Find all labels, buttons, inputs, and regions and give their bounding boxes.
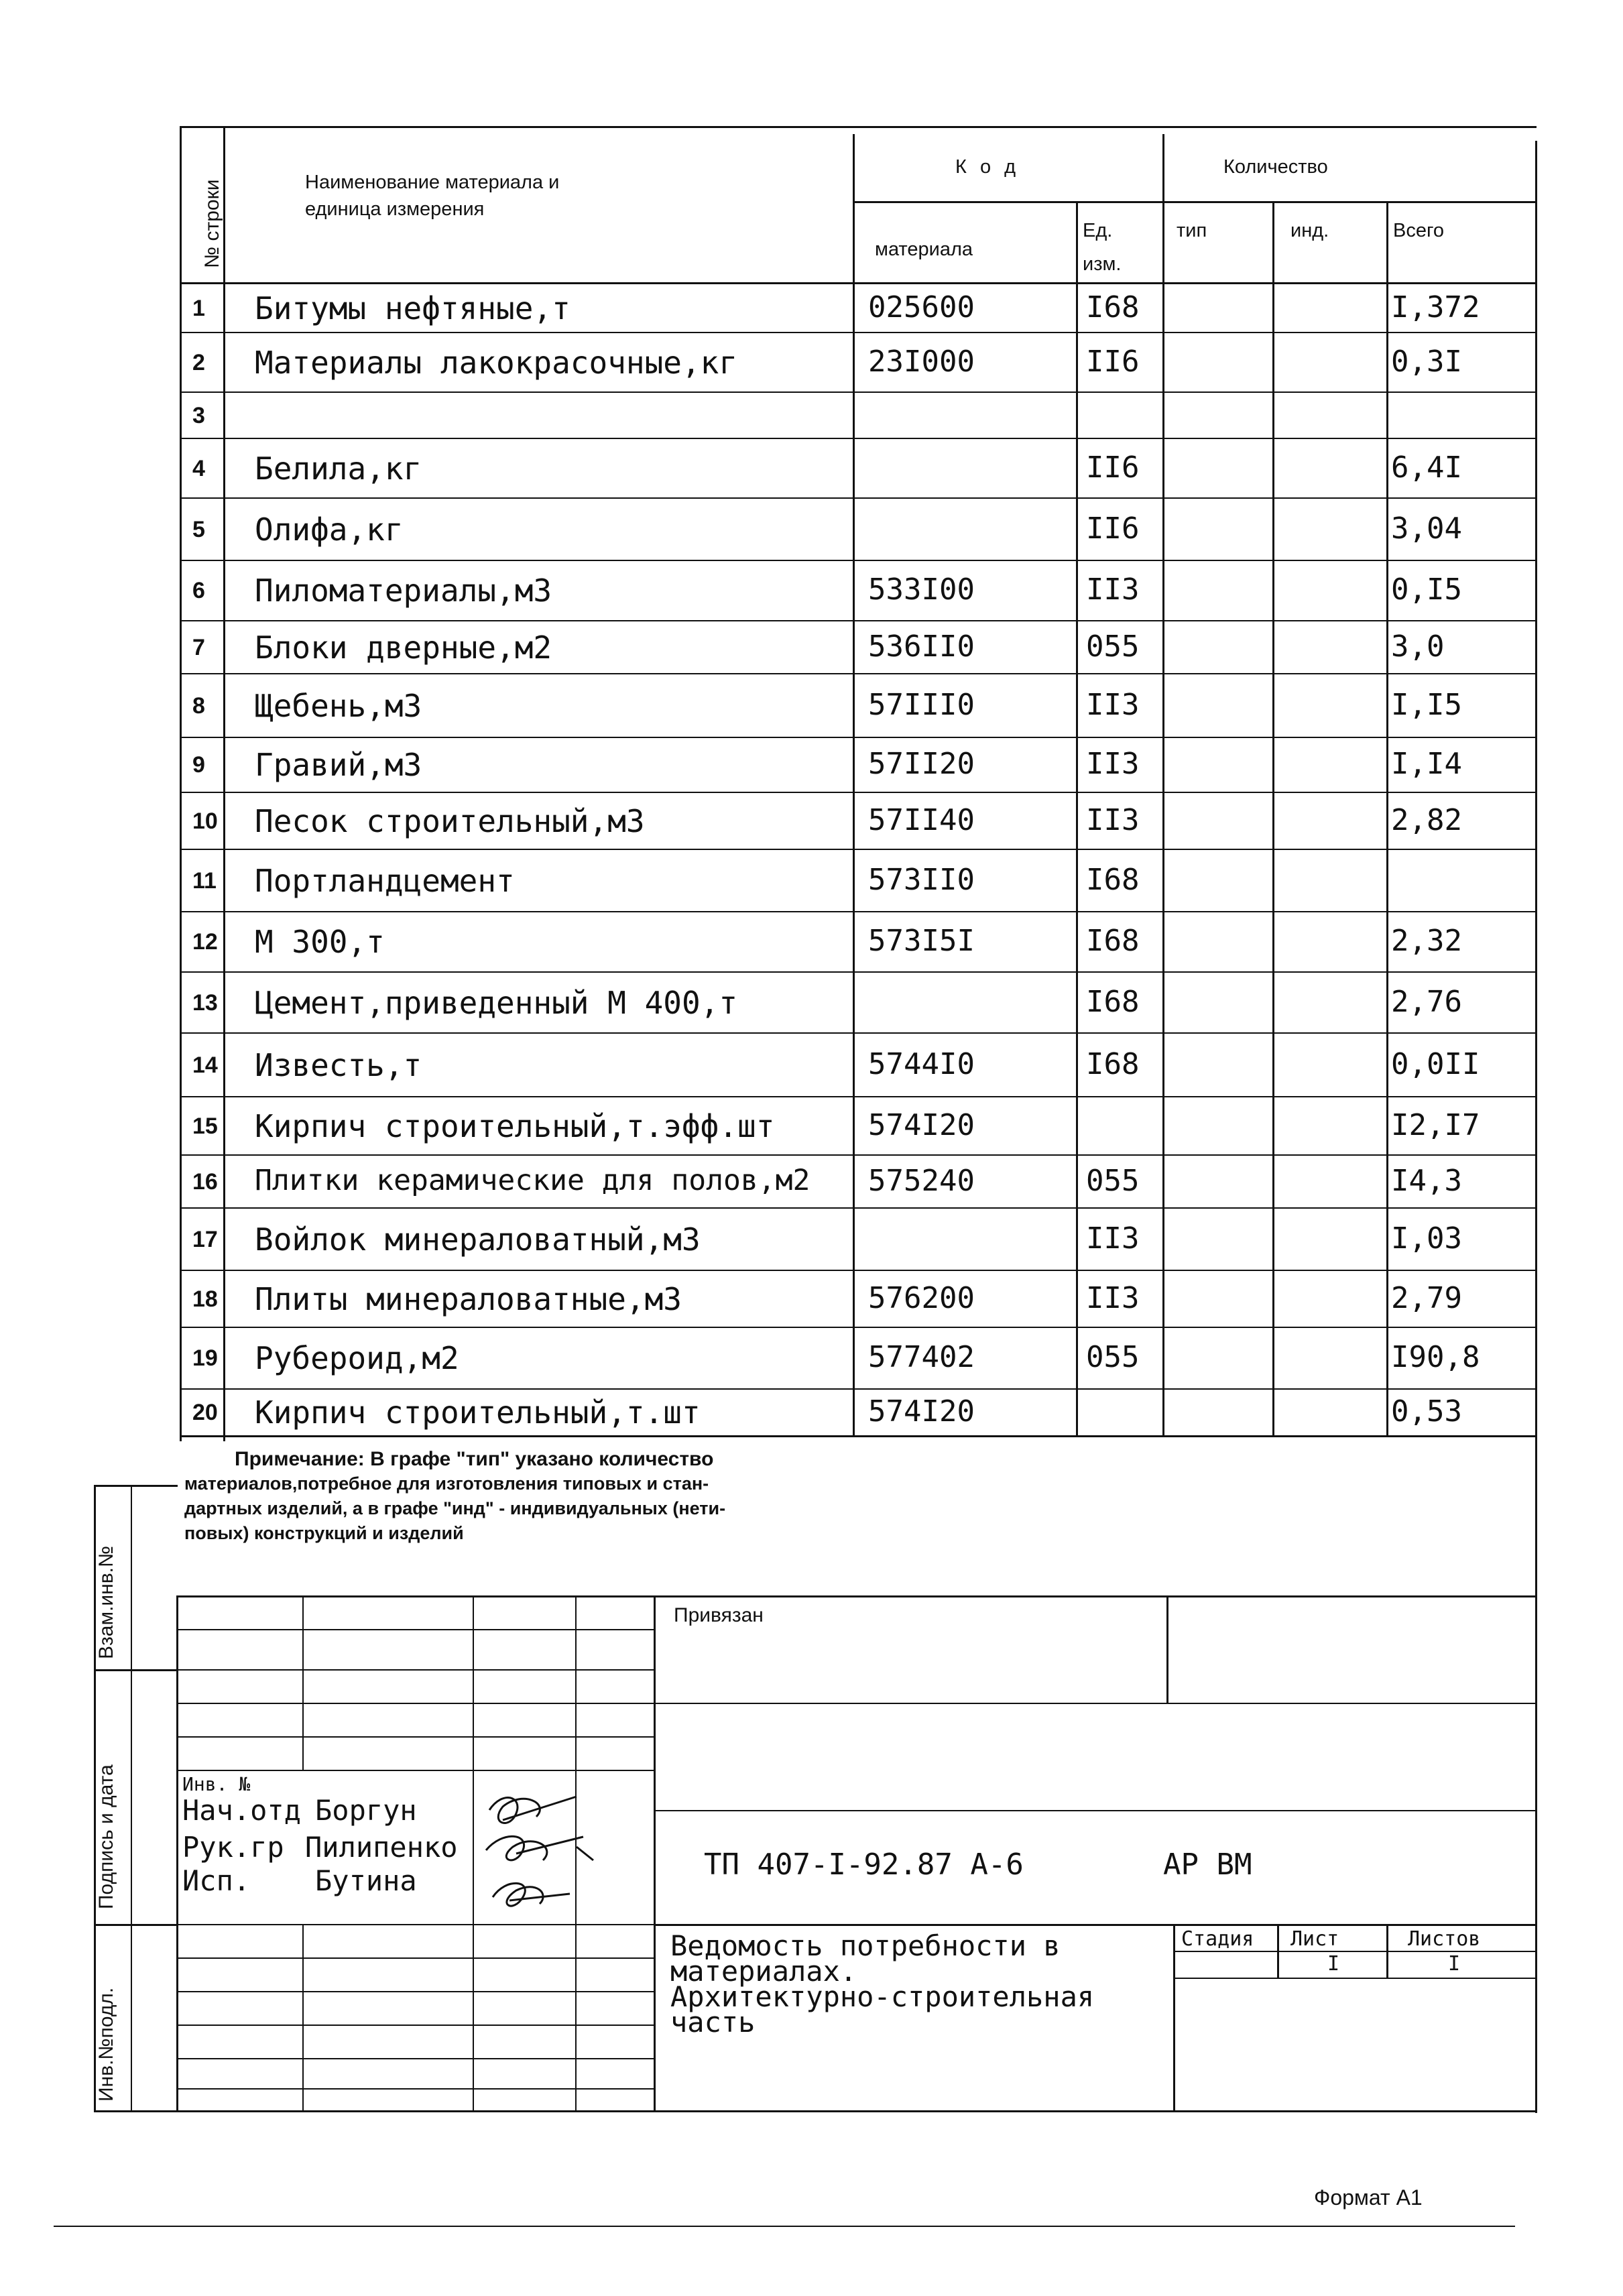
qty-ind-header: инд. (1290, 220, 1329, 241)
unit-code: I68 (1086, 290, 1140, 324)
material-name: Рубероид,м2 (255, 1340, 459, 1376)
material-name: Цемент,приведенный М 400,т (255, 985, 738, 1021)
total-quantity: I4,3 (1391, 1164, 1462, 1198)
total-quantity: 6,4I (1391, 450, 1462, 485)
material-name: Белила,кг (255, 450, 422, 487)
row-number: 9 (192, 752, 205, 778)
material-code: 025600 (868, 290, 975, 324)
total-quantity: I,I5 (1391, 688, 1462, 722)
material-code: 57III0 (868, 688, 975, 722)
doc-title-line2: материалах. (670, 1955, 857, 1988)
sheet-label: Лист (1290, 1927, 1339, 1951)
signatures (476, 1783, 637, 1924)
table-row (0, 439, 1623, 497)
note-line1: Примечание: В графе "тип" указано количество (235, 1448, 714, 1470)
material-name: Песок строительный,м3 (255, 803, 645, 839)
material-code: 577402 (868, 1340, 975, 1374)
material-code: 574I20 (868, 1108, 975, 1142)
material-name: Портландцемент (255, 863, 515, 899)
row-number: 18 (192, 1286, 218, 1312)
sheets-label: Листов (1408, 1927, 1481, 1951)
table-row (0, 1156, 1623, 1207)
quantity-header: Количество (1223, 156, 1328, 178)
unit-code: 055 (1086, 1340, 1140, 1374)
row-number: 8 (192, 693, 205, 719)
inv-no-label: Инв. № (182, 1773, 251, 1795)
sheet-value: I (1327, 1952, 1340, 1976)
material-code: 533I00 (868, 572, 975, 607)
row-number: 20 (192, 1400, 218, 1425)
table-row (0, 674, 1623, 737)
unit-code: II6 (1086, 345, 1140, 379)
table-row (0, 738, 1623, 792)
unit-code: I68 (1086, 863, 1140, 897)
privyazan-label: Привязан (674, 1604, 764, 1626)
row-number: 5 (192, 517, 205, 542)
ruk-gr-label: Рук.гр (182, 1831, 284, 1864)
material-code: 57II20 (868, 747, 975, 781)
material-name: Олифа,кг (255, 511, 404, 548)
row-number: 1 (192, 296, 205, 321)
unit-code: I68 (1086, 985, 1140, 1019)
material-name: Плиты минераловатные,м3 (255, 1281, 682, 1317)
footer-rule (54, 2226, 1515, 2227)
table-row (0, 561, 1623, 620)
qty-type-header: тип (1177, 220, 1207, 241)
material-name: Плитки керамические для полов,м2 (255, 1164, 810, 1197)
row-number: 6 (192, 578, 205, 603)
format-label: Формат А1 (1314, 2185, 1423, 2210)
table-row (0, 393, 1623, 438)
table-row (0, 499, 1623, 560)
ruk-gr-name: Пилипенко (305, 1831, 458, 1864)
table-row (0, 284, 1623, 332)
material-code: 5744I0 (868, 1047, 975, 1081)
row-number: 17 (192, 1227, 218, 1252)
unit-code: 055 (1086, 1164, 1140, 1198)
code-header: К о д (955, 156, 1020, 178)
total-quantity: I,372 (1391, 290, 1480, 324)
table-row (0, 850, 1623, 911)
total-quantity: I2,I7 (1391, 1108, 1480, 1142)
material-name: Материалы лакокрасочные,кг (255, 345, 738, 381)
vzam-inv-label: Взам.инв.№ (95, 1545, 117, 1659)
row-number-header: № строки (201, 179, 223, 268)
unit-code: I68 (1086, 924, 1140, 958)
isp-label: Исп. (182, 1864, 251, 1897)
note-line4: повых) конструкций и изделий (184, 1523, 464, 1543)
row-number: 19 (192, 1345, 218, 1371)
row-number: 7 (192, 635, 205, 660)
row-number: 11 (192, 868, 217, 894)
material-code: 574I20 (868, 1394, 975, 1429)
row-number: 13 (192, 990, 218, 1016)
unit-code: II3 (1086, 803, 1140, 837)
table-row (0, 1271, 1623, 1327)
note-line2: материалов,потребное для изготовления типовых и стан- (184, 1473, 709, 1494)
total-quantity: I,I4 (1391, 747, 1462, 781)
nach-otd-label: Нач.отд (182, 1794, 302, 1827)
material-code: 573II0 (868, 863, 975, 897)
name-header-line2: единица измерения (305, 198, 485, 220)
table-row (0, 621, 1623, 673)
total-quantity: 3,0 (1391, 629, 1445, 664)
doc-title-line3: Архитектурно-строительная (670, 1980, 1095, 2013)
unit-code: II3 (1086, 1221, 1140, 1256)
material-name: Гравий,м3 (255, 747, 422, 783)
row-number: 3 (192, 403, 205, 428)
name-header-line1: Наименование материала и (305, 172, 560, 193)
note-line3: дартных изделий, а в графе "инд" - индивидуальных (нети- (184, 1498, 726, 1518)
total-quantity: 0,I5 (1391, 572, 1462, 607)
material-code: 536II0 (868, 629, 975, 664)
material-name: Кирпич строительный,т.шт (255, 1394, 701, 1431)
material-code: 575240 (868, 1164, 975, 1198)
podpis-data-label: Подпись и дата (95, 1764, 117, 1909)
material-name: Войлок минераловатный,м3 (255, 1221, 701, 1258)
doc-code: ТП 407-I-92.87 А-6 (704, 1848, 1024, 1882)
doc-title-line1: Ведомость потребности в (670, 1929, 1061, 1962)
doc-title-line4: часть (670, 2006, 756, 2039)
doc-mark: АР ВМ (1163, 1848, 1252, 1882)
material-name: Щебень,м3 (255, 688, 422, 724)
total-quantity: 0,0II (1391, 1047, 1480, 1081)
material-name: Пиломатериалы,м3 (255, 572, 552, 609)
unit-code: 055 (1086, 629, 1140, 664)
total-quantity: 3,04 (1391, 511, 1462, 546)
row-number: 10 (192, 808, 218, 834)
unit-code: II6 (1086, 511, 1140, 546)
material-name: Блоки дверные,м2 (255, 629, 552, 666)
row-number: 14 (192, 1052, 218, 1078)
total-quantity: 2,82 (1391, 803, 1462, 837)
row-number: 16 (192, 1169, 218, 1195)
unit-code: II3 (1086, 1281, 1140, 1315)
isp-name: Бутина (315, 1864, 417, 1897)
total-quantity: 2,76 (1391, 985, 1462, 1019)
total-quantity: 2,79 (1391, 1281, 1462, 1315)
material-name: М 300,т (255, 924, 385, 960)
table-row (0, 333, 1623, 391)
row-number: 12 (192, 929, 218, 955)
material-code: 576200 (868, 1281, 975, 1315)
unit-code: II3 (1086, 688, 1140, 722)
table-row (0, 1097, 1623, 1154)
table-row (0, 1209, 1623, 1270)
code-unit-header-l1: Ед. (1083, 220, 1113, 241)
unit-code: I68 (1086, 1047, 1140, 1081)
material-code: 23I000 (868, 345, 975, 379)
total-quantity: 2,32 (1391, 924, 1462, 958)
unit-code: II3 (1086, 747, 1140, 781)
code-material-header: материала (875, 239, 973, 260)
sheets-value: I (1448, 1952, 1461, 1976)
total-quantity: I90,8 (1391, 1340, 1480, 1374)
unit-code: II6 (1086, 450, 1140, 485)
table-row (0, 1390, 1623, 1435)
total-quantity: 0,53 (1391, 1394, 1462, 1429)
table-row (0, 793, 1623, 849)
nach-otd-name: Боргун (315, 1794, 417, 1827)
row-number: 2 (192, 350, 205, 375)
table-row (0, 1034, 1623, 1096)
material-name: Битумы нефтяные,т (255, 290, 570, 326)
table-row (0, 1328, 1623, 1388)
material-name: Известь,т (255, 1047, 422, 1083)
material-code: 573I5I (868, 924, 975, 958)
inv-podl-label: Инв.№подл. (95, 1987, 117, 2102)
material-code: 57II40 (868, 803, 975, 837)
total-quantity: 0,3I (1391, 345, 1462, 379)
row-number: 15 (192, 1113, 218, 1139)
row-number: 4 (192, 456, 205, 481)
unit-code: II3 (1086, 572, 1140, 607)
material-name: Кирпич строительный,т.эфф.шт (255, 1108, 775, 1144)
total-quantity: I,03 (1391, 1221, 1462, 1256)
stage-label: Стадия (1181, 1927, 1254, 1951)
code-unit-header-l2: изм. (1083, 253, 1122, 275)
qty-total-header: Всего (1393, 220, 1445, 241)
table-row (0, 912, 1623, 971)
table-row (0, 973, 1623, 1032)
